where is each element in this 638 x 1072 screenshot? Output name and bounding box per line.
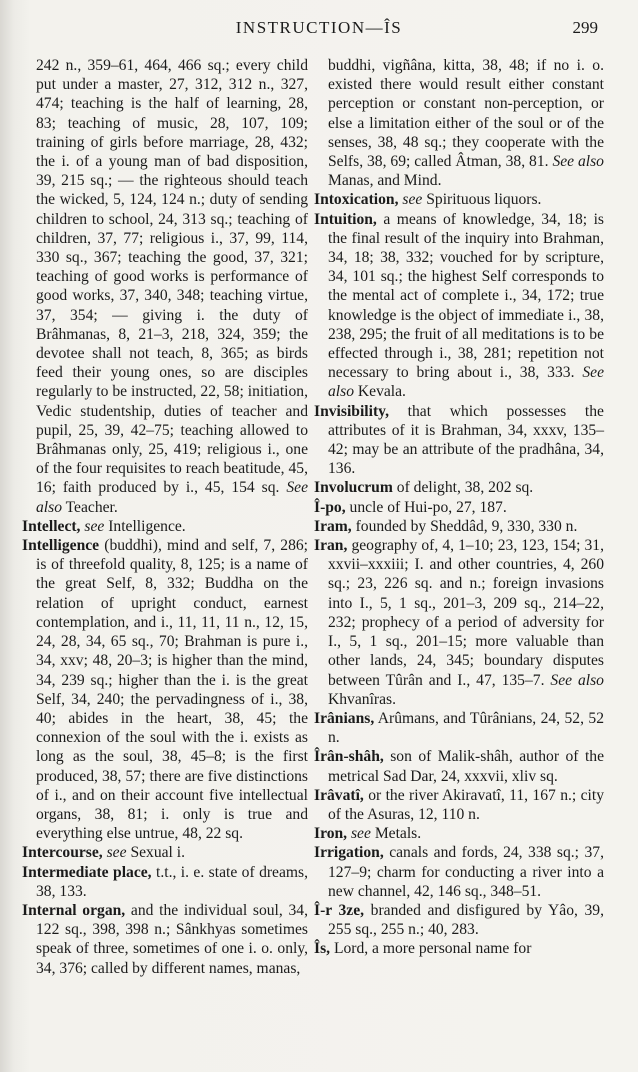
- headword: Irrigation,: [314, 844, 384, 862]
- headword: Intuition,: [314, 210, 377, 228]
- headword: Intermediate place,: [22, 863, 152, 881]
- index-entry: [314, 478, 604, 497]
- headword: Î-r 3ze,: [314, 901, 365, 919]
- entry-text: and the individual soul, 34, 122 sq., 398, 398 n.; Sânkhyas sometimes speak of three, sometimes of one i. o. only, 34, 376; called by different names, manas,: [36, 901, 309, 977]
- entry-text: branded and disfigured by Yâo, 39, 255 sq., 255 n.; 40, 283.: [328, 901, 605, 939]
- headword: Irânians,: [314, 709, 375, 727]
- index-entry: [22, 843, 308, 862]
- headword: Îs,: [314, 940, 331, 958]
- headword: Iram,: [314, 517, 352, 535]
- index-entry: [314, 901, 604, 939]
- entry-text: Lord, a more personal name for: [333, 940, 532, 958]
- entry-text: buddhi, vigñâna, kitta, 38, 48; if no i. o. existed there would result either constant perception or constant non-perception, or else a limitation either of the soul or of the senses, 38, 48 sq.; they cooperate with the Selfs, 38, 69; called Âtman, 38, 81.: [328, 57, 604, 171]
- cross-reference: Metals.: [374, 825, 422, 843]
- entry-text: son of Malik-shâh, author of the metrical Sad Dar, 24, xxxvii, xliv sq.: [328, 748, 604, 785]
- index-entry: [314, 747, 604, 785]
- index-entry: [314, 517, 604, 536]
- index-entry: [22, 536, 308, 843]
- cross-reference: Khvanîras.: [328, 690, 396, 708]
- index-entry: [314, 843, 604, 901]
- index-entry: [314, 709, 604, 747]
- cross-reference: Spirituous liquors.: [426, 191, 542, 209]
- see-label: see: [350, 825, 371, 843]
- headword: Intelligence: [22, 537, 100, 555]
- see-also-label: See also: [552, 153, 604, 171]
- page-number: 299: [572, 18, 598, 37]
- cross-reference: Intelligence.: [108, 517, 186, 535]
- index-entry: [314, 56, 604, 190]
- index-entry: [314, 536, 604, 709]
- see-also-label: See also: [36, 479, 308, 516]
- see-also-label: See also: [550, 671, 604, 689]
- entry-text: Arûmans, and Tûrânians, 24, 52, 52 n.: [328, 709, 604, 747]
- see-label: see: [106, 844, 127, 862]
- see-label: see: [84, 517, 105, 535]
- cross-reference: Kevala.: [357, 383, 406, 401]
- headword: Internal organ,: [22, 901, 126, 919]
- headword: Îrân-shâh,: [314, 748, 384, 766]
- cross-reference: Teacher.: [65, 498, 118, 516]
- entry-text: that which possesses the attributes of it is Brahman, 34, xxxv, 135–42; may be an attribute of the pradhâna, 34, 136.: [328, 402, 604, 478]
- cross-reference: Manas, and Mind.: [328, 172, 442, 190]
- index-entry: [314, 402, 604, 479]
- headword: Iran,: [314, 537, 348, 555]
- entry-text: or the river Akiravatî, 11, 167 n.; city of the Asuras, 12, 110 n.: [328, 786, 604, 823]
- headword: Î-po,: [314, 498, 346, 516]
- headword: Irâvatî,: [314, 786, 364, 804]
- index-entry: [22, 901, 308, 978]
- entry-text: founded by Sheddâd, 9, 330, 330 n.: [355, 517, 578, 535]
- index-entry: [22, 56, 308, 517]
- running-title: INSTRUCTION—ÎS: [235, 18, 403, 37]
- left-column: [22, 56, 308, 978]
- headword: Iron,: [314, 825, 348, 843]
- headword: Intercourse,: [22, 844, 103, 862]
- cross-reference: Sexual i.: [130, 844, 186, 862]
- index-entry: [22, 863, 308, 901]
- headword: Intoxication,: [314, 191, 399, 209]
- index-entry: [314, 190, 604, 209]
- see-label: see: [402, 191, 423, 209]
- entry-text: a means of knowledge, 34, 18; is the final result of the inquiry into Brahman, 34, 18; 38, 332; vouched for by scripture, 34, 101 sq.; the highest Self corresponds to the mental act of complete i., 34, 172; true knowledge is the object of immediate i., 38, 238, 295; the fruit of all meditations is to be effected through i., 38, 281; repetition not necessary to bring about i., 38, 333.: [328, 210, 604, 382]
- entry-text: uncle of Hui-po, 27, 187.: [349, 498, 507, 516]
- entry-text: geography of, 4, 1–10; 23, 123, 154; 31, xxvii–xxxiii; I. and other countries, 4, 260 sq.; 23, 226 sq. and n.; foreign invasions into I., 5, 1 sq., 201–3, 209 sq., 214–22, 232; prophecy of a period of adversity for I., 5, 1 sq., 201–15; more valuable than other lands, 24, 345; boundary disputes between Tûrân and I., 47, 135–7.: [328, 537, 604, 689]
- entry-text: canals and fords, 24, 338 sq.; 37, 127–9; charm for conducting a river into a new channel, 42, 146 sq., 348–51.: [328, 844, 604, 900]
- index-entry: [314, 939, 604, 958]
- see-also-label: See also: [328, 364, 604, 401]
- entry-text: t.t., i. e. state of dreams, 38, 133.: [36, 863, 308, 900]
- index-entry: [314, 824, 604, 843]
- index-entry: [314, 786, 604, 824]
- right-column: [314, 56, 604, 959]
- headword: Invisibility,: [314, 402, 389, 420]
- running-header: [0, 18, 638, 44]
- index-entry: [314, 498, 604, 517]
- entry-text: (buddhi), mind and self, 7, 286; is of threefold quality, 8, 125; is a name of the great Self, 8, 332; Buddha on the relation of upright conduct, earnest contemplation, and i., 11, 11, 11 n., 12, 15, 24, 28, 34, 65 sq., 70; Brahman is pure i., 34, xxv; 48, 20–3; is higher than the mind, 34, 239 sq.; higher than the i. is the great Self, 34, 240; the pervadingness of i., 38, 40; abides in the heart, 38, 45; the connexion of the soul with the i. exists as long as the soul, 38, 45–8; is the first produced, 38, 57; there are five distinctions of i., and on their account five intellectual organs, 38, 81; i. only is true and everything else untrue, 48, 22 sq.: [36, 537, 308, 843]
- headword: Intellect,: [22, 517, 81, 535]
- headword: Involucrum: [314, 479, 393, 497]
- entry-text: of delight, 38, 202 sq.: [396, 479, 534, 497]
- entry-text: 242 n., 359–61, 464, 466 sq.; every child put under a master, 27, 312, 312 n., 327, 474; teaching is the half of learning, 28, 83; teaching of music, 28, 107, 109; training of girls before marriage, 28, 432; the i. of a young man of bad disposition, 39, 215 sq.; — the righteous should teach the wicked, 5, 124, 124 n.; duty of sending children to school, 24, 313 sq.; teaching of children, 37, 77; religious i., 37, 99, 114, 330 sq., 367; teaching the good, 37, 321; teaching of good works is performance of good works, 37, 340, 348; teaching virtue, 37, 354; — giving i. the duty of Brâhmanas, 8, 21–3, 218, 324, 359; the devotee shall not teach, 8, 365; as birds feed their young ones, so are disciples regularly to be instructed, 22, 58; initiation, Vedic studentship, duties of teacher and pupil, 25, 39, 42–75; teaching allowed to Brâhmanas only, 25, 419; religious i., one of the four requisites to reach beatitude, 45, 16; faith produced by i., 45, 154 sq.: [36, 57, 308, 497]
- index-entry: [22, 517, 308, 536]
- index-entry: [314, 210, 604, 402]
